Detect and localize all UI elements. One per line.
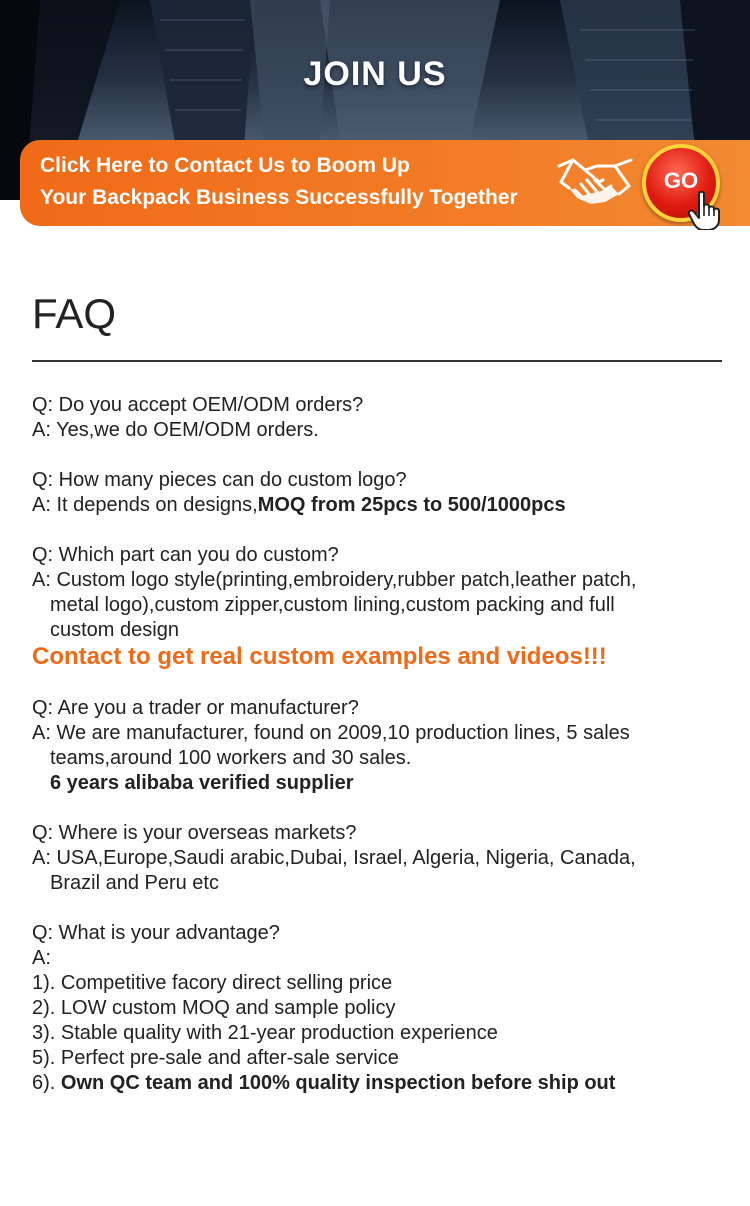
advantage-highlight: Own QC team and 100% quality inspection before ship out (60, 1072, 616, 1094)
advantage-number: 6). (32, 1072, 61, 1094)
advantage-item: 2). LOW custom MOQ and sample policy (32, 997, 396, 1019)
advantage-item: 5). Perfect pre-sale and after-sale service (32, 1047, 399, 1069)
faq-answer-continued: custom design (50, 619, 179, 641)
advantage-item: 1). Competitive facory direct selling price (32, 972, 393, 994)
banner-text-line2: Your Backpack Business Successfully Together (40, 186, 518, 209)
faq-item (32, 821, 732, 896)
advantage-item (32, 1071, 732, 1096)
faq-answer: A: (32, 947, 51, 969)
faq-answer: A: Yes,we do OEM/ODM orders. (32, 419, 319, 441)
pointer-hand-icon (685, 190, 727, 230)
faq-divider (32, 360, 722, 362)
handshake-icon (555, 152, 635, 214)
faq-question: Q: Which part can you do custom? (32, 544, 339, 566)
faq-question: Q: How many pieces can do custom logo? (32, 469, 407, 491)
faq-answer: A: USA,Europe,Saudi arabic,Dubai, Israel, Algeria, Nigeria, Canada, (32, 847, 636, 869)
faq-answer: A: Custom logo style(printing,embroidery,rubber patch,leather patch, (32, 569, 637, 591)
faq-answer: A: We are manufacturer, found on 2009,10 production lines, 5 sales (32, 722, 630, 744)
faq-answer-highlight: MOQ from 25pcs to 500/1000pcs (257, 494, 566, 516)
faq-answer-continued: metal logo),custom zipper,custom lining,custom packing and full (50, 594, 615, 616)
go-button-label: GO (663, 168, 699, 193)
faq-list (32, 393, 732, 1121)
faq-answer (32, 493, 732, 518)
faq-answer-text: A: It depends on designs, (32, 494, 258, 516)
custom-examples-promo: Contact to get real custom examples and videos!!! (32, 643, 607, 670)
faq-item (32, 543, 732, 671)
faq-question: Q: What is your advantage? (32, 922, 280, 944)
faq-item (32, 393, 732, 443)
faq-item (32, 468, 732, 518)
faq-question: Q: Where is your overseas markets? (32, 822, 357, 844)
verified-supplier-text: 6 years alibaba verified supplier (50, 772, 354, 794)
faq-answer-continued: Brazil and Peru etc (50, 872, 219, 894)
faq-item (32, 921, 732, 1096)
faq-item (32, 696, 732, 796)
join-us-header (0, 0, 750, 230)
banner-text-line1: Click Here to Contact Us to Boom Up (40, 154, 410, 177)
faq-title: FAQ (32, 290, 117, 337)
advantage-item: 3). Stable quality with 21-year production experience (32, 1022, 498, 1044)
join-us-title: JOIN US (303, 55, 447, 93)
faq-question: Q: Are you a trader or manufacturer? (32, 697, 359, 719)
contact-us-banner[interactable] (20, 140, 750, 226)
faq-question: Q: Do you accept OEM/ODM orders? (32, 394, 364, 416)
faq-answer-continued: teams,around 100 workers and 30 sales. (50, 747, 412, 769)
